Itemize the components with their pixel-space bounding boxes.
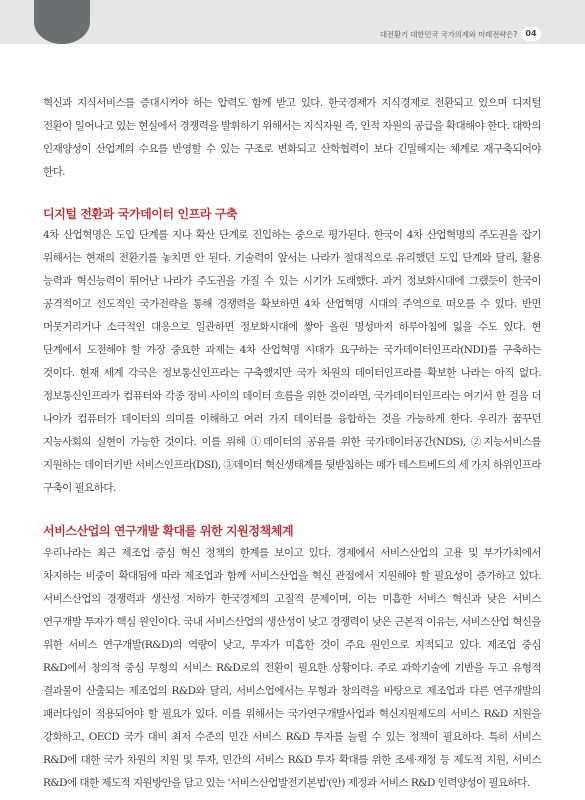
running-header-title: 대전환기 대한민국 국가의제와 미래전략은? (379, 30, 517, 39)
header-tab-decoration (34, 0, 90, 44)
header-bar (0, 0, 585, 44)
intro-paragraph: 혁신과 지식서비스를 증대시켜야 하는 압력도 함께 받고 있다. 한국경제가 지식경제로 전환되고 있으며 디지털 전환이 일어나고 있는 현실에서 경쟁력을 발휘하기 위해서는 지식자원 즉, 인적 자원의 공급을 확대해야 한다. 대학의 인재양성이 산업계의 수요를 반영할 수 있는 구조로 변화되고 산학협력이 보다 긴밀해지는 체계로 재구축되어야 한다. (43, 97, 541, 178)
page-body (43, 92, 541, 795)
section-paragraph-service-rnd: 우리나라는 최근 제조업 중심 혁신 정책의 한계를 보이고 있다. 경제에서 서비스산업의 고용 및 부가가치에서 차지하는 비중이 확대됨에 따라 제조업과 함께 서비스산업을 혁신 관점에서 지원해야 할 필요성이 증가하고 있다. 서비스산업의 경쟁력과 생산성 저하가 한국경제의 고질적 문제이며, 이는 미흡한 서비스 혁신과 낮은 서비스 연구개발 투자가 핵심 원인이다. 국내 서비스산업의 생산성이 낮고 경쟁력이 낮은 근본적 이유는, 서비스산업 혁신을 위한 서비스 연구개발(R&D)의 역량이 낮고, 투자가 미흡한 것이 주요 원인으로 지적되고 있다. 제조업 중심 R&D에서 창의적 중심 무형의 서비스 R&D로의 전환이 필요한 상황이다. 주로 과학기술에 기반을 두고 유형적 결과물이 산출되는 제조업의 R&D와 달리, 서비스업에서는 무형과 창의력을 바탕으로 제조업과 다른 연구개발의 패러다임이 적용되어야 할 필요가 있다. 이를 위해서는 국가연구개발사업과 혁신지원제도의 서비스 R&D 지원을 강화하고, OECD 국가 대비 최저 수준의 민간 서비스 R&D 투자를 늘릴 수 있는 정책이 필요하다. 특히 서비스 R&D에 대한 국가 차원의 지원 및 투자, 민간의 서비스 R&D 투자 확대를 위한 조세·재정 등 제도적 지원, 서비스 R&D에 대한 제도적 지원방안을 담고 있는 '서비스산업발전기본법'(안) 제정과 서비스 R&D 인력양성이 필요하다. (43, 547, 541, 789)
page-number: 04 (521, 27, 541, 41)
section-title-digital-infrastructure: 디지털 전환과 국가데이터 인프라 구축 (43, 207, 238, 221)
section-title-service-rnd: 서비스산업의 연구개발 확대를 위한 지원정책체계 (43, 524, 294, 538)
section-paragraph-digital-infrastructure: 4차 산업혁명은 도입 단계를 지나 확산 단계로 진입하는 중으로 평가된다. 한국이 4차 산업혁명의 주도권을 잡기 위해서는 현재의 전환기를 놓치면 안 된다. 기술력이 앞서는 나라가 절대적으로 유리했던 도입 단계와 달리, 활용 능력과 혁신능력이 뛰어난 나라가 주도권을 가질 수 있는 시기가 도래했다. 과거 정보화시대에 그랬듯이 한국이 공격적이고 선도적인 국가전략을 통해 경쟁력을 확보하면 4차 산업혁명 시대의 주역으로 떠오를 수 있다. 반면 머뭇거리거나 소극적인 대응으로 일관하면 정보화시대에 쌓아 올린 명성마저 하루아침에 잃을 수도 있다. 현 단계에서 도전해야 할 가장 중요한 과제는 4차 산업혁명 시대가 요구하는 국가데이터인프라(NDI)를 구축하는 것이다. 현재 세계 각국은 정보통신인프라는 구축했지만 국가 차원의 데이터인프라를 확보한 나라는 아직 없다. 정보통신인프라가 컴퓨터와 각종 장비 사이의 데이터 흐름을 위한 것이라면, 국가데이터인프라는 여기서 한 걸음 더 나아가 컴퓨터가 데이터의 의미를 이해하고 여러 가지 데이터를 융합하는 것을 가능하게 한다. 우리가 꿈꾸던 지능사회의 실현이 가능한 것이다. 이를 위해 ①데이터의 공유를 위한 국가데이터공간(NDS), ②지능서비스를 지원하는 데이터기반 서비스인프라(DSI), ③데이터 혁신생태계를 뒷받침하는 메가 테스트베드의 세 가지 하위인프라 구축이 필요하다. (43, 229, 541, 494)
